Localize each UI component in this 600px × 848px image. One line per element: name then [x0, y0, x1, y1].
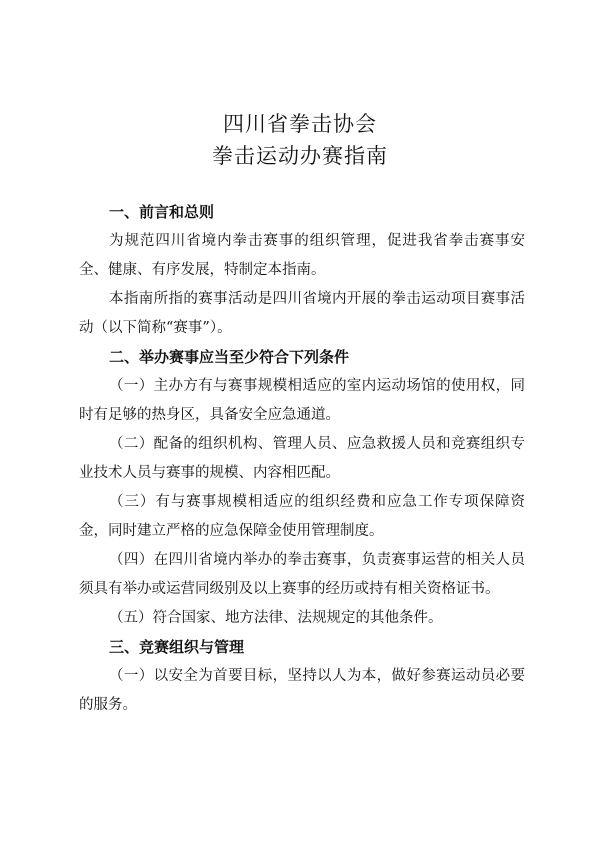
paragraph: 为规范四川省境内拳击赛事的组织管理，促进我省拳击赛事安全、健康、有序发展，特制定本指南。 [79, 233, 525, 278]
paragraph: （一）以安全为首要目标，坚持以人为本，做好参赛运动员必要的服务。 [79, 668, 525, 713]
paragraph: （二）配备的组织机构、管理人员、应急救援人员和竞赛组织专业技术人员与赛事的规模、内容相匹配。 [79, 436, 525, 481]
section-competition-management [79, 633, 525, 720]
document-body [79, 198, 525, 720]
document-title-guide: 拳击运动办赛指南 [212, 144, 388, 168]
section-preface [79, 198, 525, 343]
paragraph: （一）主办方有与赛事规模相适应的室内运动场馆的使用权，同时有足够的热身区，具备安全应急通道。 [79, 378, 525, 423]
paragraph: （五）符合国家、地方法律、法规规定的其他条件。 [109, 610, 443, 626]
paragraph: （四）在四川省境内举办的拳击赛事，负责赛事运营的相关人员须具有举办或运营同级别及以上赛事的经历或持有相关资格证书。 [79, 552, 525, 597]
section-heading: 二、举办赛事应当至少符合下列条件 [109, 348, 350, 366]
section-heading: 一、前言和总则 [109, 203, 215, 221]
paragraph: 本指南所指的赛事活动是四川省境内开展的拳击运动项目赛事活动（以下简称“赛事”）。 [79, 291, 525, 336]
document-title-organization: 四川省拳击协会 [223, 112, 377, 136]
section-heading: 三、竞赛组织与管理 [109, 638, 245, 656]
section-conditions [79, 343, 525, 633]
paragraph: （三）有与赛事规模相适应的组织经费和应急工作专项保障资金，同时建立严格的应急保障金使用管理制度。 [79, 494, 525, 539]
